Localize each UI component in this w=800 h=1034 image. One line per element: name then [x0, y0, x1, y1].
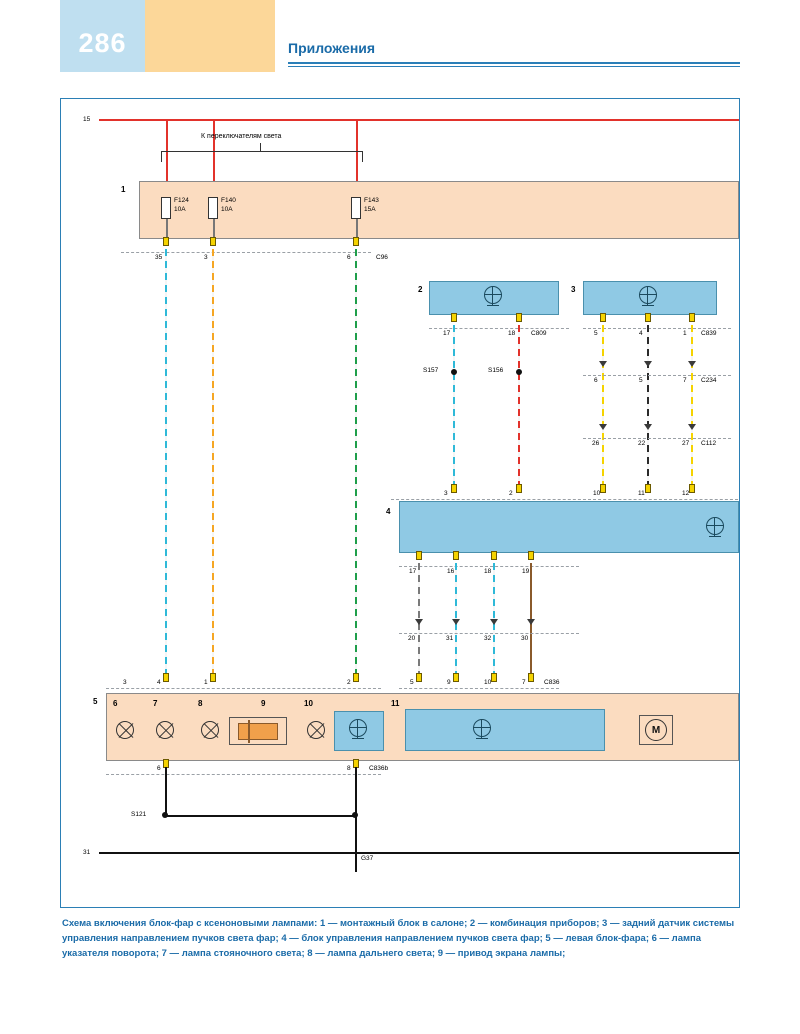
pin-c96-35: [163, 237, 169, 246]
rail-label-31: 31: [83, 849, 91, 856]
pin-label-lamp-1: 1: [204, 679, 208, 686]
pin-mod4-18: [491, 551, 497, 560]
fuse-f124-name: F124: [174, 197, 189, 204]
pin-label-mid-31: 31: [446, 635, 454, 642]
pin-label-c839-4: 4: [639, 330, 643, 337]
page-header: [0, 0, 800, 80]
arrow-c234-6: [599, 361, 607, 367]
pin-c839-4: [645, 313, 651, 322]
c234-guide: [583, 375, 731, 376]
pin-c839-5: [600, 313, 606, 322]
motor-symbol: M: [645, 719, 667, 741]
mod4-top-guide-right: [593, 499, 738, 500]
arrow-mid-32: [490, 619, 498, 625]
pin-mod4-2: [516, 484, 522, 493]
ground-bus: [165, 815, 357, 817]
pin-mod4-17: [416, 551, 422, 560]
motor-frame: [639, 715, 673, 745]
block-number-9: 9: [261, 699, 266, 708]
pin-lamp-1: [210, 673, 216, 682]
pin-label-c839-5: 5: [594, 330, 598, 337]
pin-label-lamp-4: 4: [157, 679, 161, 686]
block-4-control-unit: [399, 501, 739, 553]
pin-label-c836-5: 5: [410, 679, 414, 686]
ballast-symbol: [349, 719, 369, 739]
pin-label-c234-6: 6: [594, 377, 598, 384]
wiring-diagram-frame: [60, 98, 740, 908]
pin-c96-6: [353, 237, 359, 246]
connector-label-c809: C809: [531, 330, 547, 337]
pin-label-mod4-10: 10: [593, 490, 601, 497]
block-number-4: 4: [386, 507, 391, 516]
sensor-symbol: [639, 286, 659, 306]
block-number-11: 11: [391, 699, 400, 708]
pin-mod4-11: [645, 484, 651, 493]
arrow-c112-27: [688, 424, 696, 430]
pin-mod4-10: [600, 484, 606, 493]
pin-label-mid-30: 30: [521, 635, 529, 642]
caption-title: Схема включения блок-фар с ксеноновыми лампами:: [62, 918, 318, 929]
connector-label-c112: C112: [701, 440, 717, 447]
block-11-module: [405, 709, 605, 751]
pin-label-c836-10: 10: [484, 679, 492, 686]
pin-label-mid-20: 20: [408, 635, 416, 642]
ground-junction-dot: [352, 812, 358, 818]
pin-label-lamp-2: 2: [347, 679, 351, 686]
arrow-mid-20: [415, 619, 423, 625]
f143-out: [356, 219, 358, 239]
pin-c836-9: [453, 673, 459, 682]
pin-mod4-12: [689, 484, 695, 493]
f124-out: [166, 219, 168, 239]
pin-lamp-3: [163, 673, 169, 682]
pin-c839-1: [689, 313, 695, 322]
fuse-f140-rating: 10A: [221, 206, 233, 213]
f140-out: [213, 219, 215, 239]
figure-caption: [62, 916, 742, 961]
pin-label-c234-5: 5: [639, 377, 643, 384]
splice-s121-label: S121: [131, 811, 147, 818]
pin-mod4-19: [528, 551, 534, 560]
fuse-f143-rating: 15A: [364, 206, 376, 213]
pin-c836-7: [528, 673, 534, 682]
c96-guide: [121, 252, 371, 253]
wire-c96-3: [212, 249, 214, 674]
mod4-bottom-guide: [399, 566, 579, 567]
pin-c96-3: [210, 237, 216, 246]
c112-guide: [583, 438, 731, 439]
pin-lamp-2: [353, 673, 359, 682]
arrow-c112-26: [599, 424, 607, 430]
pin-label-mod4-11: 11: [638, 490, 645, 497]
cluster-symbol: [484, 286, 504, 306]
block-number-6: 6: [113, 699, 118, 708]
pin-label-c96-3: 3: [204, 254, 208, 261]
wire-c809-17: [453, 325, 455, 485]
pin-mod4-3: [451, 484, 457, 493]
pin-label-c112-27: 27: [682, 440, 690, 447]
connector-label-c96: C96: [376, 254, 388, 261]
splice-s157-dot: [451, 369, 457, 375]
fuse-f143-name: F143: [364, 197, 379, 204]
arrow-mid-30: [527, 619, 535, 625]
pin-label-c809-18: 18: [508, 330, 516, 337]
fuse-f140-name: F140: [221, 197, 236, 204]
connector-label-c234: C234: [701, 377, 717, 384]
arrow-c234-7: [688, 361, 696, 367]
block-number-2: 2: [418, 285, 423, 294]
c839-guide: [583, 328, 731, 329]
c836-top-guide: [399, 688, 559, 689]
ground-wire-right: [355, 767, 357, 872]
ground-rail-31: [99, 852, 739, 854]
lamp-turn-signal: [116, 721, 134, 739]
pin-label-mod4-2: 2: [509, 490, 513, 497]
wire-c839-1: [691, 325, 693, 485]
splice-s156-label: S156: [488, 367, 504, 374]
block-number-1: 1: [121, 185, 126, 194]
pin-label-c96-6: 6: [347, 254, 351, 261]
lamp-screen-drive: [229, 717, 287, 745]
top-note: К переключателям света: [201, 133, 282, 140]
mid-guide: [399, 633, 579, 634]
pin-mod4-16: [453, 551, 459, 560]
pin-label-c836-7: 7: [522, 679, 526, 686]
pin-label-c836b-8: 8: [347, 765, 351, 772]
pin-label-mod4-17: 17: [409, 568, 417, 575]
wire-c96-35: [165, 249, 167, 674]
pin-label-c836-9: 9: [447, 679, 451, 686]
fuse-f143: [351, 197, 361, 219]
c836b-guide: [106, 774, 381, 775]
block-number-7: 7: [153, 699, 158, 708]
splice-s157-label: S157: [423, 367, 439, 374]
wire-c809-18: [518, 325, 520, 485]
connector-label-c836-bottom: C836b: [369, 765, 389, 772]
block-number-3: 3: [571, 285, 576, 294]
arrow-c112-22: [644, 424, 652, 430]
pin-label-mod4-18: 18: [484, 568, 492, 575]
pin-label-lamp-3: 3: [123, 679, 127, 686]
caption-text: 1 — монтажный блок в салоне; 2 — комбинация приборов; 3 — задний датчик системы управления направлением пучков света фар; 4 — блок управления направлением пучков света фар; 5 — левая блок-фара; 6 — лампа указателя поворота; 7 — лампа стояночного света; 8 — лампа дальнего света; 9 — привод экрана лампы;: [62, 918, 735, 959]
pin-c836-10: [491, 673, 497, 682]
pin-c809-18: [516, 313, 522, 322]
ground-label-g37: G37: [361, 855, 374, 862]
pin-label-mod4-12: 12: [682, 490, 690, 497]
wire-c96-6: [355, 249, 357, 674]
power-rail-15: [99, 119, 739, 121]
block-11-symbol: [473, 719, 493, 739]
fuse-f124: [161, 197, 171, 219]
switch-bracket: [161, 151, 363, 162]
lamp-row-guide: [106, 688, 381, 689]
pin-label-mod4-19: 19: [522, 568, 530, 575]
connector-label-c839: C839: [701, 330, 717, 337]
connector-label-c836-top: C836: [544, 679, 560, 686]
section-title: Приложения: [288, 40, 376, 56]
arrow-c234-5: [644, 361, 652, 367]
ground-wire-left: [165, 767, 167, 817]
wire-c839-4: [647, 325, 649, 485]
pin-label-mid-32: 32: [484, 635, 492, 642]
arrow-mid-31: [452, 619, 460, 625]
header-rule-thin: [288, 66, 740, 67]
rail-label-15: 15: [83, 116, 91, 123]
lamp-high-beam: [201, 721, 219, 739]
block-number-10: 10: [304, 699, 313, 708]
control-unit-symbol: [706, 517, 726, 537]
header-rule: [288, 62, 740, 64]
wire-c839-5: [602, 325, 604, 485]
splice-s156-dot: [516, 369, 522, 375]
c809-guide: [429, 328, 569, 329]
pin-label-c836b-6: 6: [157, 765, 161, 772]
lamp-xenon: [307, 721, 325, 739]
pin-label-c234-7: 7: [683, 377, 687, 384]
pin-c836-5: [416, 673, 422, 682]
mod4-top-guide-left: [391, 499, 591, 500]
splice-s121-dot: [162, 812, 168, 818]
pin-label-c112-26: 26: [592, 440, 600, 447]
lamp-parking: [156, 721, 174, 739]
pin-label-mod4-3: 3: [444, 490, 448, 497]
bracket-stem: [260, 143, 261, 152]
pin-label-c96-35: 35: [155, 254, 163, 261]
header-orange-block: [145, 0, 275, 72]
pin-label-c839-1: 1: [683, 330, 687, 337]
pin-c809-17: [451, 313, 457, 322]
pin-label-c112-22: 22: [638, 440, 646, 447]
fuse-f140: [208, 197, 218, 219]
pin-label-mod4-16: 16: [447, 568, 455, 575]
block-number-8: 8: [198, 699, 203, 708]
pin-label-c809-17: 17: [443, 330, 451, 337]
fuse-f124-rating: 10A: [174, 206, 186, 213]
page-number: 286: [78, 28, 127, 58]
block-number-5: 5: [93, 697, 98, 706]
